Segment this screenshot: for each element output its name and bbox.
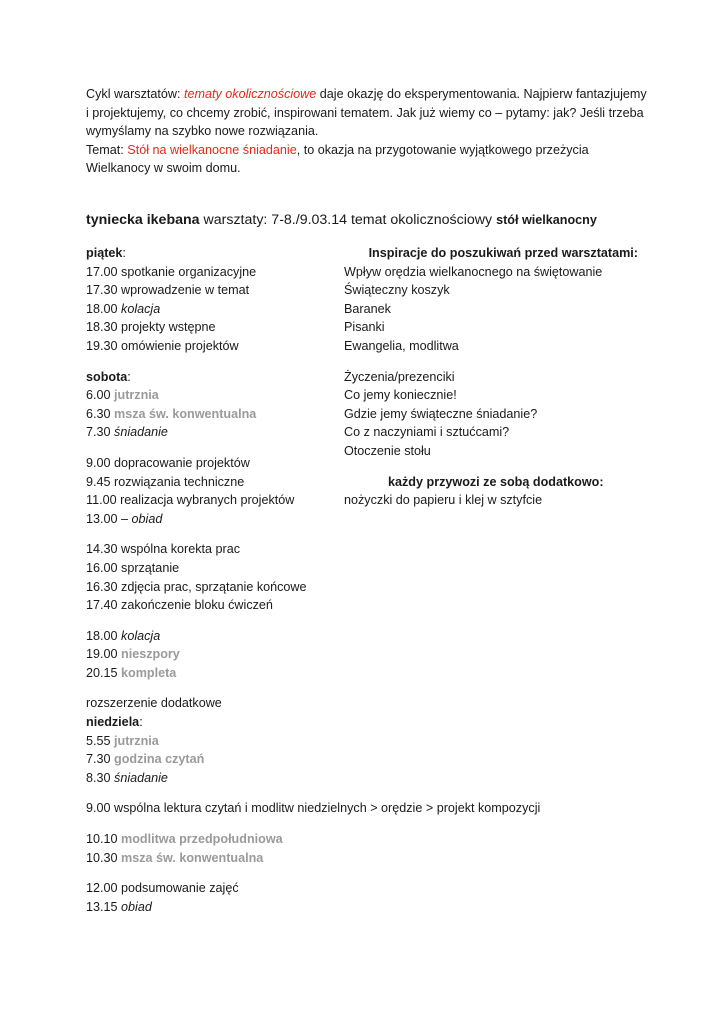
schedule-item bbox=[86, 423, 346, 442]
time: 8.30 bbox=[86, 770, 111, 785]
schedule-item bbox=[86, 769, 346, 788]
activity: śniadanie bbox=[114, 770, 168, 785]
inspiration-item: Baranek bbox=[344, 301, 391, 316]
inspiration-item: Życzenia/prezenciki bbox=[344, 369, 455, 384]
schedule-item bbox=[86, 627, 346, 646]
time: 9.45 bbox=[86, 474, 111, 489]
intro-text: Cykl warsztatów: bbox=[86, 87, 184, 101]
saturday-label bbox=[86, 368, 346, 387]
schedule-item bbox=[86, 732, 346, 751]
time: 9.00 bbox=[86, 455, 111, 470]
sunday-label bbox=[86, 713, 346, 732]
colon: : bbox=[127, 369, 131, 384]
colon: : bbox=[139, 715, 143, 730]
schedule-item bbox=[86, 645, 346, 664]
inspirations-title: Inspiracje do poszukiwań przed warsztatami: bbox=[368, 246, 638, 260]
inspiration-item: Co z naczyniami i sztućcami? bbox=[344, 425, 510, 440]
activity: – obiad bbox=[121, 511, 163, 526]
colon: : bbox=[122, 246, 126, 260]
time: 17.30 bbox=[86, 283, 118, 298]
time: 6.00 bbox=[86, 388, 111, 403]
liturgy-activity: nieszpory bbox=[121, 647, 180, 662]
schedule-item bbox=[86, 750, 346, 769]
heading-brand: tyniecka ikebana bbox=[86, 212, 200, 228]
series-theme-highlight: tematy okolicznościowe bbox=[183, 87, 317, 101]
time: 20.15 bbox=[86, 665, 118, 680]
schedule-item bbox=[86, 540, 346, 559]
time: 6.30 bbox=[86, 406, 111, 421]
time: 13.15 bbox=[86, 899, 118, 914]
liturgy-activity: kompleta bbox=[121, 665, 177, 680]
time: 19.00 bbox=[86, 647, 118, 662]
time: 16.00 bbox=[86, 560, 118, 575]
activity: rozwiązania techniczne bbox=[114, 474, 245, 489]
activity: realizacja wybranych projektów bbox=[120, 493, 295, 508]
intro-text: , to okazja na przygotowanie wyjątkowego przeżycia bbox=[296, 142, 589, 157]
schedule-item bbox=[86, 263, 346, 282]
activity: sprzątanie bbox=[121, 560, 180, 575]
schedule-item bbox=[86, 596, 346, 615]
time: 18.30 bbox=[86, 320, 118, 335]
workshop-heading bbox=[86, 210, 597, 230]
activity: dopracowanie projektów bbox=[114, 455, 250, 470]
time: 17.40 bbox=[86, 598, 118, 613]
time: 14.30 bbox=[86, 542, 118, 557]
friday-label bbox=[86, 244, 346, 263]
schedule-item bbox=[86, 559, 346, 578]
schedule-item bbox=[86, 510, 346, 529]
inspiration-item: Pisanki bbox=[344, 320, 385, 335]
time: 13.00 bbox=[86, 511, 118, 526]
liturgy-activity: godzina czytań bbox=[114, 752, 205, 767]
liturgy-activity: jutrznia bbox=[114, 733, 159, 748]
schedule-item bbox=[86, 405, 346, 424]
schedule-item bbox=[86, 879, 346, 898]
liturgy-activity: modlitwa przedpołudniowa bbox=[121, 832, 283, 847]
activity: zdjęcia prac, sprzątanie końcowe bbox=[121, 579, 307, 594]
activity: zakończenie bloku ćwiczeń bbox=[121, 598, 273, 613]
schedule-item bbox=[86, 491, 346, 510]
activity: projekty wstępne bbox=[121, 320, 216, 335]
time: 11.00 bbox=[86, 493, 117, 508]
inspiration-item: Otoczenie stołu bbox=[344, 443, 431, 458]
schedule-item bbox=[86, 300, 346, 319]
inspirations-column bbox=[344, 244, 644, 510]
time: 17.00 bbox=[86, 264, 118, 279]
time: 10.30 bbox=[86, 850, 118, 865]
inspiration-item: Świąteczny koszyk bbox=[344, 283, 450, 298]
inspiration-item: Gdzie jemy świąteczne śniadanie? bbox=[344, 406, 538, 421]
activity: omówienie projektów bbox=[121, 338, 239, 353]
activity: spotkanie organizacyjne bbox=[121, 264, 257, 279]
activity: śniadanie bbox=[114, 425, 168, 440]
liturgy-activity: msza św. konwentualna bbox=[121, 850, 264, 865]
time: 5.55 bbox=[86, 733, 111, 748]
bring-item: nożyczki do papieru i klej w sztyfcie bbox=[344, 493, 543, 508]
intro-line-4 bbox=[86, 141, 646, 160]
activity: obiad bbox=[121, 899, 152, 914]
time: 18.00 bbox=[86, 301, 118, 316]
inspiration-item: Ewangelia, modlitwa bbox=[344, 338, 459, 353]
schedule-item bbox=[86, 578, 346, 597]
bring-title: każdy przywozi ze sobą dodatkowo: bbox=[388, 474, 604, 489]
schedule-item bbox=[86, 318, 346, 337]
schedule-item-wide: 9.00 wspólna lektura czytań i modlitw niedzielnych > orędzie > projekt kompozycji bbox=[86, 801, 541, 816]
inspiration-item: Co jemy koniecznie! bbox=[344, 388, 457, 403]
schedule-item bbox=[86, 473, 346, 492]
intro-line-3: wymyślamy na szybko nowe rozwiązania. bbox=[86, 124, 319, 139]
day-name: sobota bbox=[86, 369, 128, 384]
liturgy-activity: jutrznia bbox=[114, 388, 159, 403]
heading-text: warsztaty: 7-8./9.03.14 temat okolicznościowy bbox=[199, 212, 497, 228]
time: 18.00 bbox=[86, 628, 118, 643]
intro-paragraph bbox=[86, 85, 646, 178]
activity: kolacja bbox=[121, 301, 161, 316]
time: 7.30 bbox=[86, 752, 111, 767]
activity: podsumowanie zajęć bbox=[121, 881, 239, 896]
schedule-item bbox=[86, 898, 346, 917]
extension-note: rozszerzenie dodatkowe bbox=[86, 696, 222, 711]
heading-topic: stół wielkanocny bbox=[496, 213, 597, 227]
inspiration-item: Wpływ orędzia wielkanocnego na świętowanie bbox=[344, 264, 603, 279]
activity: kolacja bbox=[121, 628, 161, 643]
time: 10.10 bbox=[86, 832, 118, 847]
time: 19.30 bbox=[86, 338, 118, 353]
schedule-item bbox=[86, 849, 346, 868]
activity: wprowadzenie w temat bbox=[121, 283, 250, 298]
schedule-item bbox=[86, 337, 346, 356]
intro-line-1 bbox=[86, 85, 646, 104]
intro-line-5: Wielkanocy w swoim domu. bbox=[86, 161, 241, 176]
activity: wspólna korekta prac bbox=[121, 542, 241, 557]
day-name: piątek bbox=[86, 246, 123, 260]
day-name: niedziela bbox=[86, 715, 140, 730]
topic-highlight: Stół na wielkanocne śniadanie bbox=[127, 142, 297, 157]
schedule-item bbox=[86, 664, 346, 683]
time: 12.00 bbox=[86, 881, 118, 896]
intro-text: Temat: bbox=[86, 142, 128, 157]
liturgy-activity: msza św. konwentualna bbox=[114, 406, 257, 421]
schedule-item bbox=[86, 830, 346, 849]
schedule-item bbox=[86, 386, 346, 405]
intro-text: daje okazję do eksperymentowania. Najpierw fantazjujemy bbox=[316, 87, 647, 101]
intro-line-2: i projektujemy, co chcemy zrobić, inspirowani tematem. Jak już wiemy co – pytamy: jak? Jeśli trzeba bbox=[86, 105, 644, 120]
schedule-item bbox=[86, 281, 346, 300]
time: 16.30 bbox=[86, 579, 118, 594]
schedule-item bbox=[86, 454, 346, 473]
time: 7.30 bbox=[86, 425, 111, 440]
